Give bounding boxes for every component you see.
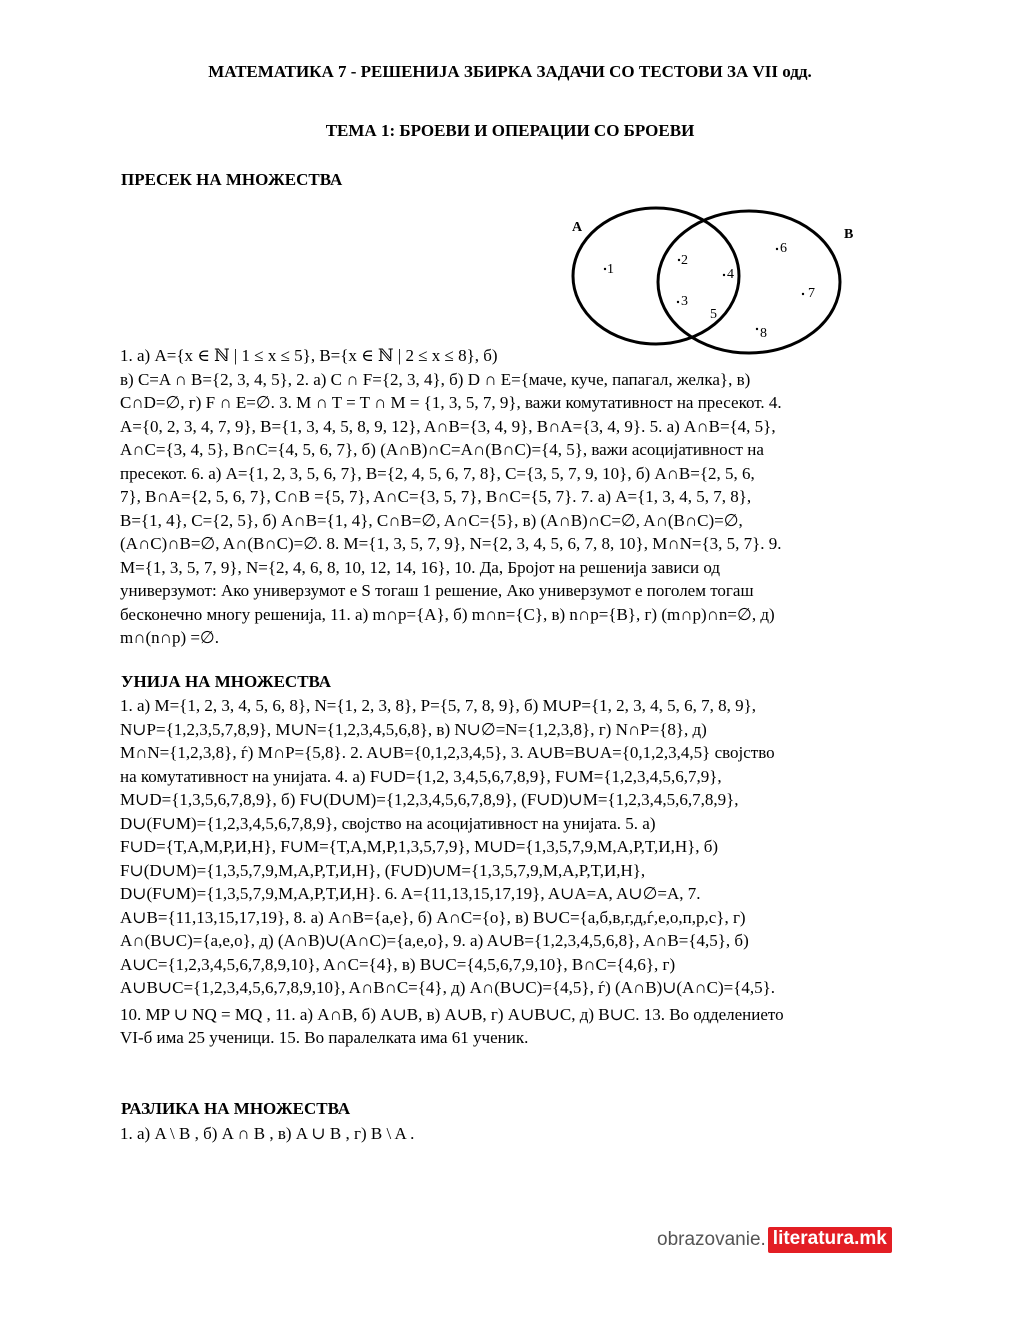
answer-line: B={1, 4}, C={2, 5}, б) A∩B={1, 4}, C∩B=∅, A∩C={5}, в) (A∩B)∩C=∅, A∩(B∩C)=∅, xyxy=(120,510,743,530)
venn-element: 2 xyxy=(681,253,688,268)
answer-line: 10. MP ∪ NQ = MQ , 11. а) A∩B, б) A∪B, в) A∪B, г) A∪B∪C, д) B∪C. 13. Во одделението xyxy=(120,1004,784,1024)
intersection-answers xyxy=(120,344,910,650)
answer-line: M∪D={1,3,5,6,7,8,9}, б) F∪(D∪M)={1,2,3,4,5,6,7,8,9}, (F∪D)∪M={1,2,3,4,5,6,7,8,9}, xyxy=(120,790,739,809)
answer-line: A∪C={1,2,3,4,5,6,7,8,9,10}, A∩C={4}, в) B∪C={4,5,6,7,9,10}, B∩C={4,6}, г) xyxy=(120,954,676,974)
answer-line: VI-б има 25 ученици. 15. Во паралелката има 61 ученик. xyxy=(120,1028,529,1047)
venn-element: 7 xyxy=(808,286,815,301)
answer-line: A∪B={11,13,15,17,19}, 8. а) A∩B={a,e}, б) A∩C={o}, в) B∪C={a,б,в,г,д,ѓ,е,о,п,р,с}, г) xyxy=(120,907,746,927)
section-heading-difference: РАЗЛИКА НА МНОЖЕСТВА xyxy=(121,1099,351,1118)
venn-set-b-circle xyxy=(658,211,840,353)
answer-line: D∪(F∪M)={1,3,5,7,9,M,A,P,T,И,H}. 6. A={11,13,15,17,19}, A∪A=A, A∪∅=A, 7. xyxy=(120,884,701,903)
answer-line: пресекот. 6. а) A={1, 2, 3, 5, 6, 7}, B={2, 4, 5, 6, 7, 8}, C={3, 5, 7, 9, 10}, б) A∩B={2, 5, 6, xyxy=(120,463,755,483)
answer-line: 1. а) A={x ∈ ℕ | 1 ≤ x ≤ 5}, B={x ∈ ℕ | 2 ≤ x ≤ 8}, б) xyxy=(120,346,498,365)
union-answers xyxy=(120,694,910,1050)
answer-line: F∪D={T,A,M,P,И,H}, F∪M={T,A,M,P,1,3,5,7,9}, M∪D={1,3,5,7,9,M,A,P,T,И,H}, б) xyxy=(120,837,719,856)
document-title: МАТЕМАТИКА 7 - РЕШЕНИЈА ЗБИРКА ЗАДАЧИ СО ТЕСТОВИ ЗА VII одд. xyxy=(208,62,812,81)
answer-line: 1. а) M={1, 2, 3, 4, 5, 6, 8}, N={1, 2, 3, 8}, P={5, 7, 8, 9}, б) M∪P={1, 2, 3, 4, 5, 6, 7, 8, 9}, xyxy=(120,696,757,715)
answer-line: (A∩C)∩B=∅, A∩(B∩C)=∅. 8. M={1, 3, 5, 7, 9}, N={2, 3, 4, 5, 6, 7, 8, 10}, M∩N={3, 5, 7}. 9. xyxy=(120,534,782,553)
venn-element: 6 xyxy=(780,241,787,256)
answer-line: универзумот: Ако универзумот е S тогаш 1 решение, Ако универзумот е поголем тогаш xyxy=(120,581,754,600)
venn-element: 5 xyxy=(710,307,717,322)
answer-line: A={0, 2, 3, 4, 7, 9}, B={1, 3, 4, 5, 8, 9, 12}, A∩B={3, 4, 9}, B∩A={3, 4, 9}. 5. а) A∩B={4, 5}, xyxy=(120,416,776,436)
venn-label-b: B xyxy=(844,227,854,242)
venn-set-a-circle xyxy=(573,208,739,344)
difference-answers xyxy=(120,1122,910,1146)
answer-line: D∪(F∪M)={1,2,3,4,5,6,7,8,9}, својство на асоцијативност на унијата. 5. а) xyxy=(120,813,656,833)
theme-title: ТЕМА 1: БРОЕВИ И ОПЕРАЦИИ СО БРОЕВИ xyxy=(325,121,695,140)
answer-line: 7}, B∩A={2, 5, 6, 7}, C∩B ={5, 7}, A∩C={3, 5, 7}, B∩C={5, 7}. 7. а) A={1, 3, 4, 5, 7, 8}, xyxy=(120,487,752,506)
venn-element: 3 xyxy=(681,294,688,309)
answer-line: M={1, 3, 5, 7, 9}, N={2, 4, 6, 8, 10, 12, 14, 16}, 10. Да, Бројот на решенија зависи од xyxy=(120,557,721,577)
answer-line: M∩N={1,2,3,8}, ѓ) M∩P={5,8}. 2. A∪B={0,1,2,3,4,5}, 3. A∪B=B∪A={0,1,2,3,4,5} својство xyxy=(120,743,775,762)
answer-line: 1. а) A \ B , б) A ∩ B , в) A ∪ B , г) B \ A . xyxy=(120,1124,415,1143)
answer-line: F∪(D∪M)={1,3,5,7,9,M,A,P,T,И,H}, (F∪D)∪M={1,3,5,7,9,M,A,P,T,И,H}, xyxy=(120,860,646,880)
answer-line: m∩(n∩p) =∅. xyxy=(120,628,219,647)
venn-label-a: A xyxy=(572,220,583,235)
venn-element: 4 xyxy=(727,267,734,282)
venn-element: 1 xyxy=(607,262,614,277)
answer-line: в) C=A ∩ B={2, 3, 4, 5}, 2. а) C ∩ F={2, 3, 4}, б) D ∩ E={маче, куче, папагал, желка}, в) xyxy=(120,369,751,389)
logo-prefix: obrazovanie. xyxy=(657,1229,766,1250)
section-heading-intersection: ПРЕСЕК НА МНОЖЕСТВА xyxy=(121,170,343,189)
answer-line: на комутативност на унијата. 4. а) F∪D={1,2, 3,4,5,6,7,8,9}, F∪M={1,2,3,4,5,6,7,9}, xyxy=(120,766,722,786)
logo-brand: literatura.mk xyxy=(768,1227,892,1253)
answer-line: C∩D=∅, г) F ∩ E=∅. 3. M ∩ T = T ∩ M = {1, 3, 5, 7, 9}, важи комутативност на пресекот. 4. xyxy=(120,393,782,412)
site-logo[interactable] xyxy=(657,1227,892,1253)
section-heading-union: УНИЈА НА МНОЖЕСТВА xyxy=(121,672,332,691)
answer-line: N∪P={1,2,3,5,7,8,9}, M∪N={1,2,3,4,5,6,8}, в) N∪∅=N={1,2,3,8}, г) N∩P={8}, д) xyxy=(120,719,707,739)
answer-line: A∪B∪C={1,2,3,4,5,6,7,8,9,10}, A∩B∩C={4}, д) A∩(B∪C)={4,5}, ѓ) (A∩B)∪(A∩C)={4,5}. xyxy=(120,978,776,997)
venn-diagram xyxy=(560,200,860,360)
answer-line: бесконечно многу решенија, 11. а) m∩p={A}, б) m∩n={C}, в) n∩p={B}, г) (m∩p)∩n=∅, д) xyxy=(120,604,775,624)
venn-element: 8 xyxy=(760,326,767,341)
answer-line: A∩C={3, 4, 5}, B∩C={4, 5, 6, 7}, б) (A∩B)∩C=A∩(B∩C)={4, 5}, важи асоцијативност на xyxy=(120,440,764,459)
answer-line: A∩(B∪C)={a,e,o}, д) (A∩B)∪(A∩C)={a,e,o}, 9. а) A∪B={1,2,3,4,5,6,8}, A∩B={4,5}, б) xyxy=(120,931,749,950)
